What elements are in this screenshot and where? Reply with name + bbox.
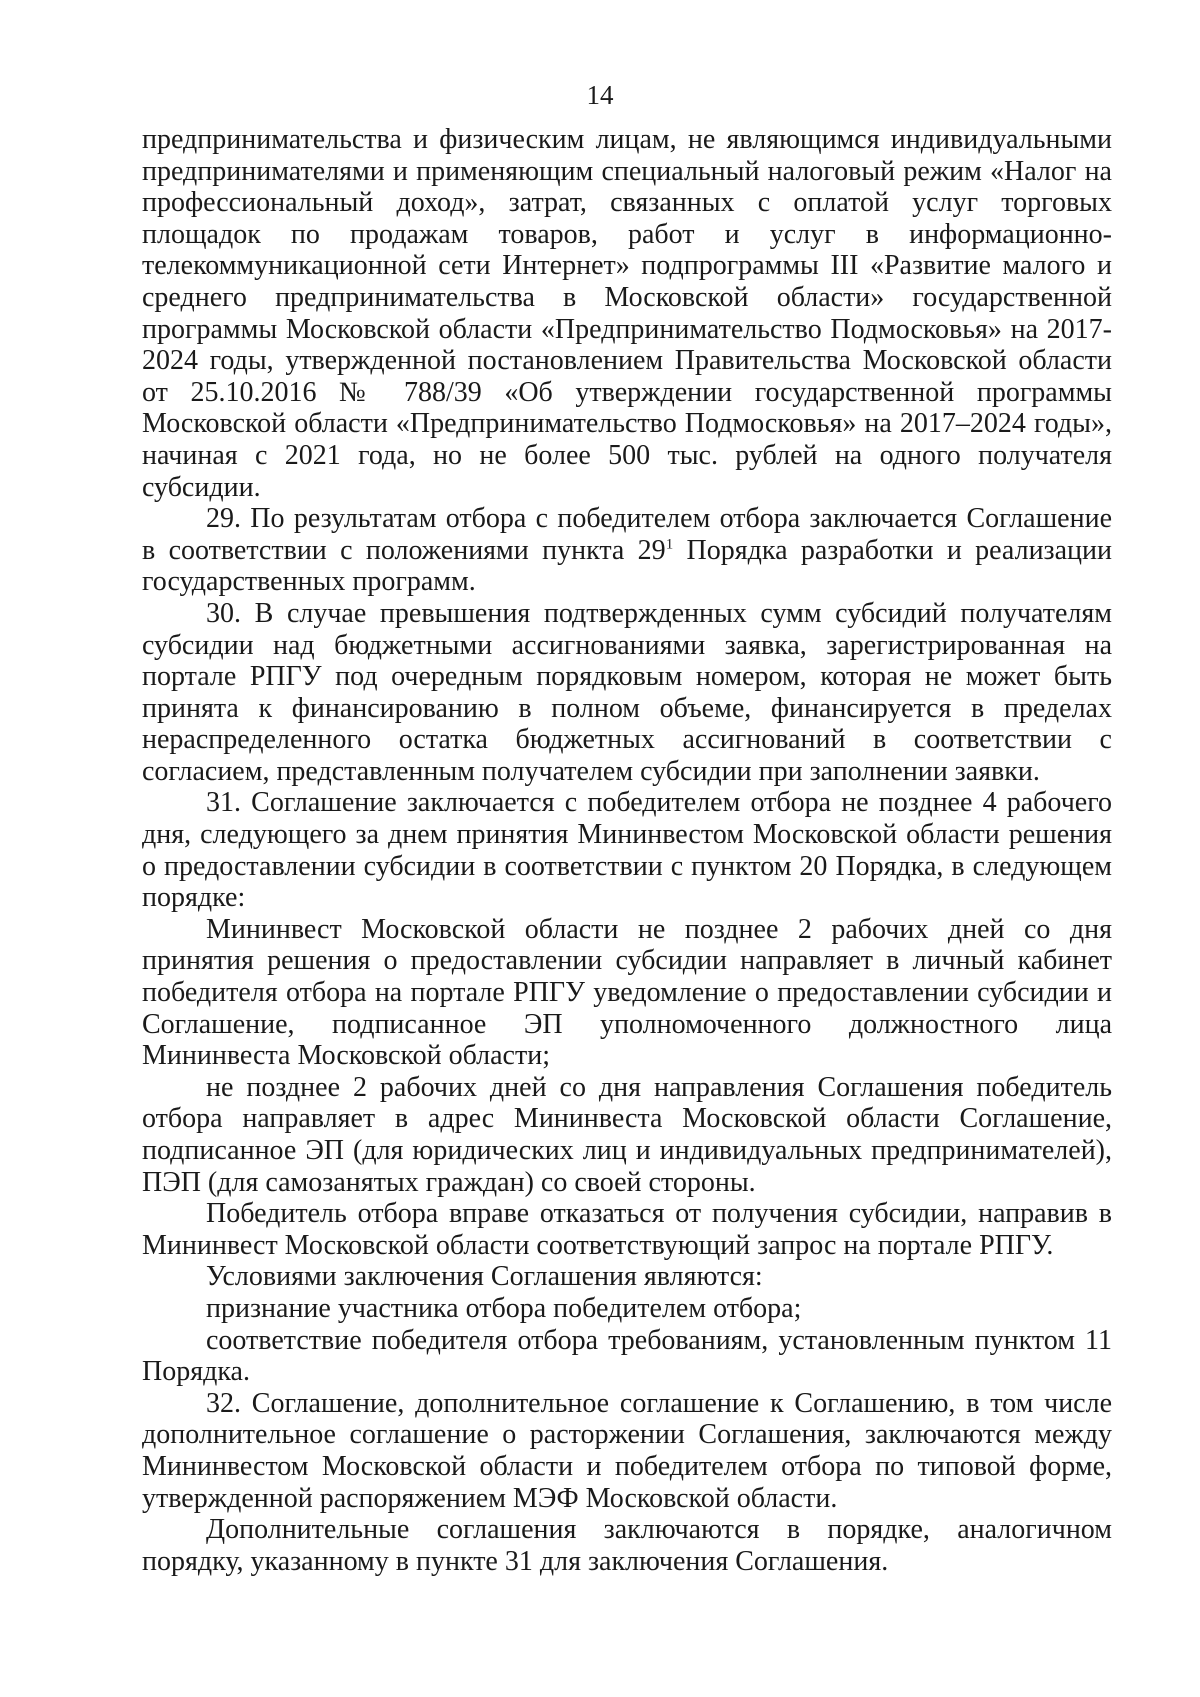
paragraph-29-text: 29. По результатам отбора с победителем отбора заключается Соглашение в соответствии с положениями пункта 29 <box>142 503 1112 566</box>
paragraph-31-condition-2: соответствие победителя отбора требованиям, установленным пунктом 11 Порядка. <box>142 1324 1112 1388</box>
paragraph-continuation: предпринимательства и физическим лицам, не являющимся индивидуальными предпринимателями и применяющим специальный налоговый режим «Налог на профессиональный доход», затрат, связанных с оплатой услуг торговых площадок по продажам товаров, работ и услуг в информационно-телекоммуникационной сети Интернет» подпрограммы III «Развитие малого и среднего предпринимательства в Московской области» государственной программы Московской области «Предпринимательство Подмосковья» на 2017-2024 годы, утвержденной постановлением Правительства Московской области от 25.10.2016 № 788/39 «Об утверждении государственной программы Московской области «Предпринимательство Подмосковья» на 2017–2024 годы», начиная с 2021 года, но не более 500 тыс. рублей на одного получателя субсидии. <box>142 124 1112 503</box>
document-body <box>142 124 1112 1577</box>
paragraph-31-step-1: Мининвест Московской области не позднее 2 рабочих дней со дня принятия решения о предоставлении субсидии направляет в личный кабинет победителя отбора на портале РПГУ уведомление о предоставлении субсидии и Соглашение, подписанное ЭП уполномоченного должностного лица Мининвеста Московской области; <box>142 913 1112 1072</box>
paragraph-31-refusal: Победитель отбора вправе отказаться от получения субсидии, направив в Мининвест Московской области соответствующий запрос на портале РПГУ. <box>142 1198 1112 1261</box>
paragraph-31-condition-1: признание участника отбора победителем отбора; <box>206 1292 802 1324</box>
paragraph-30: 30. В случае превышения подтвержденных сумм субсидий получателям субсидии над бюджетными ассигнованиями заявка, зарегистрированная на портале РПГУ под очередным порядковым номером, которая не может быть принята к финансированию в полном объеме, финансируется в пределах нераспределенного остатка бюджетных ассигнований в соответствии с согласием, представленным получателем субсидии при заполнении заявки. <box>142 597 1112 787</box>
paragraph-29 <box>142 503 1112 598</box>
page-number: 14 <box>586 80 614 110</box>
paragraph-31-conditions: Условиями заключения Соглашения являются: <box>206 1261 763 1293</box>
paragraph-29-text-end: Порядка разработки и реализации государственных программ. <box>142 534 1112 598</box>
paragraph-32: 32. Соглашение, дополнительное соглашение к Соглашению, в том числе дополнительное соглашение о расторжении Соглашения, заключаются между Мининвестом Московской области и победителем отбора по типовой форме, утвержденной распоряжением МЭФ Московской области. <box>142 1387 1112 1514</box>
paragraph-31: 31. Соглашение заключается с победителем отбора не позднее 4 рабочего дня, следующего за днем принятия Мининвестом Московской области решения о предоставлении субсидии в соответствии с пунктом 20 Порядка, в следующем порядке: <box>142 787 1112 914</box>
footnote-superscript: 1 <box>665 536 674 553</box>
paragraph-31-step-2: не позднее 2 рабочих дней со дня направления Соглашения победитель отбора направляет в адрес Мининвеста Московской области Соглашение, подписанное ЭП (для юридических лиц и индивидуальных предпринимателей), ПЭП (для самозанятых граждан) со своей стороны. <box>142 1071 1112 1198</box>
paragraph-32-additional: Дополнительные соглашения заключаются в порядке, аналогичном порядку, указанному в пункте 31 для заключения Соглашения. <box>142 1514 1112 1577</box>
